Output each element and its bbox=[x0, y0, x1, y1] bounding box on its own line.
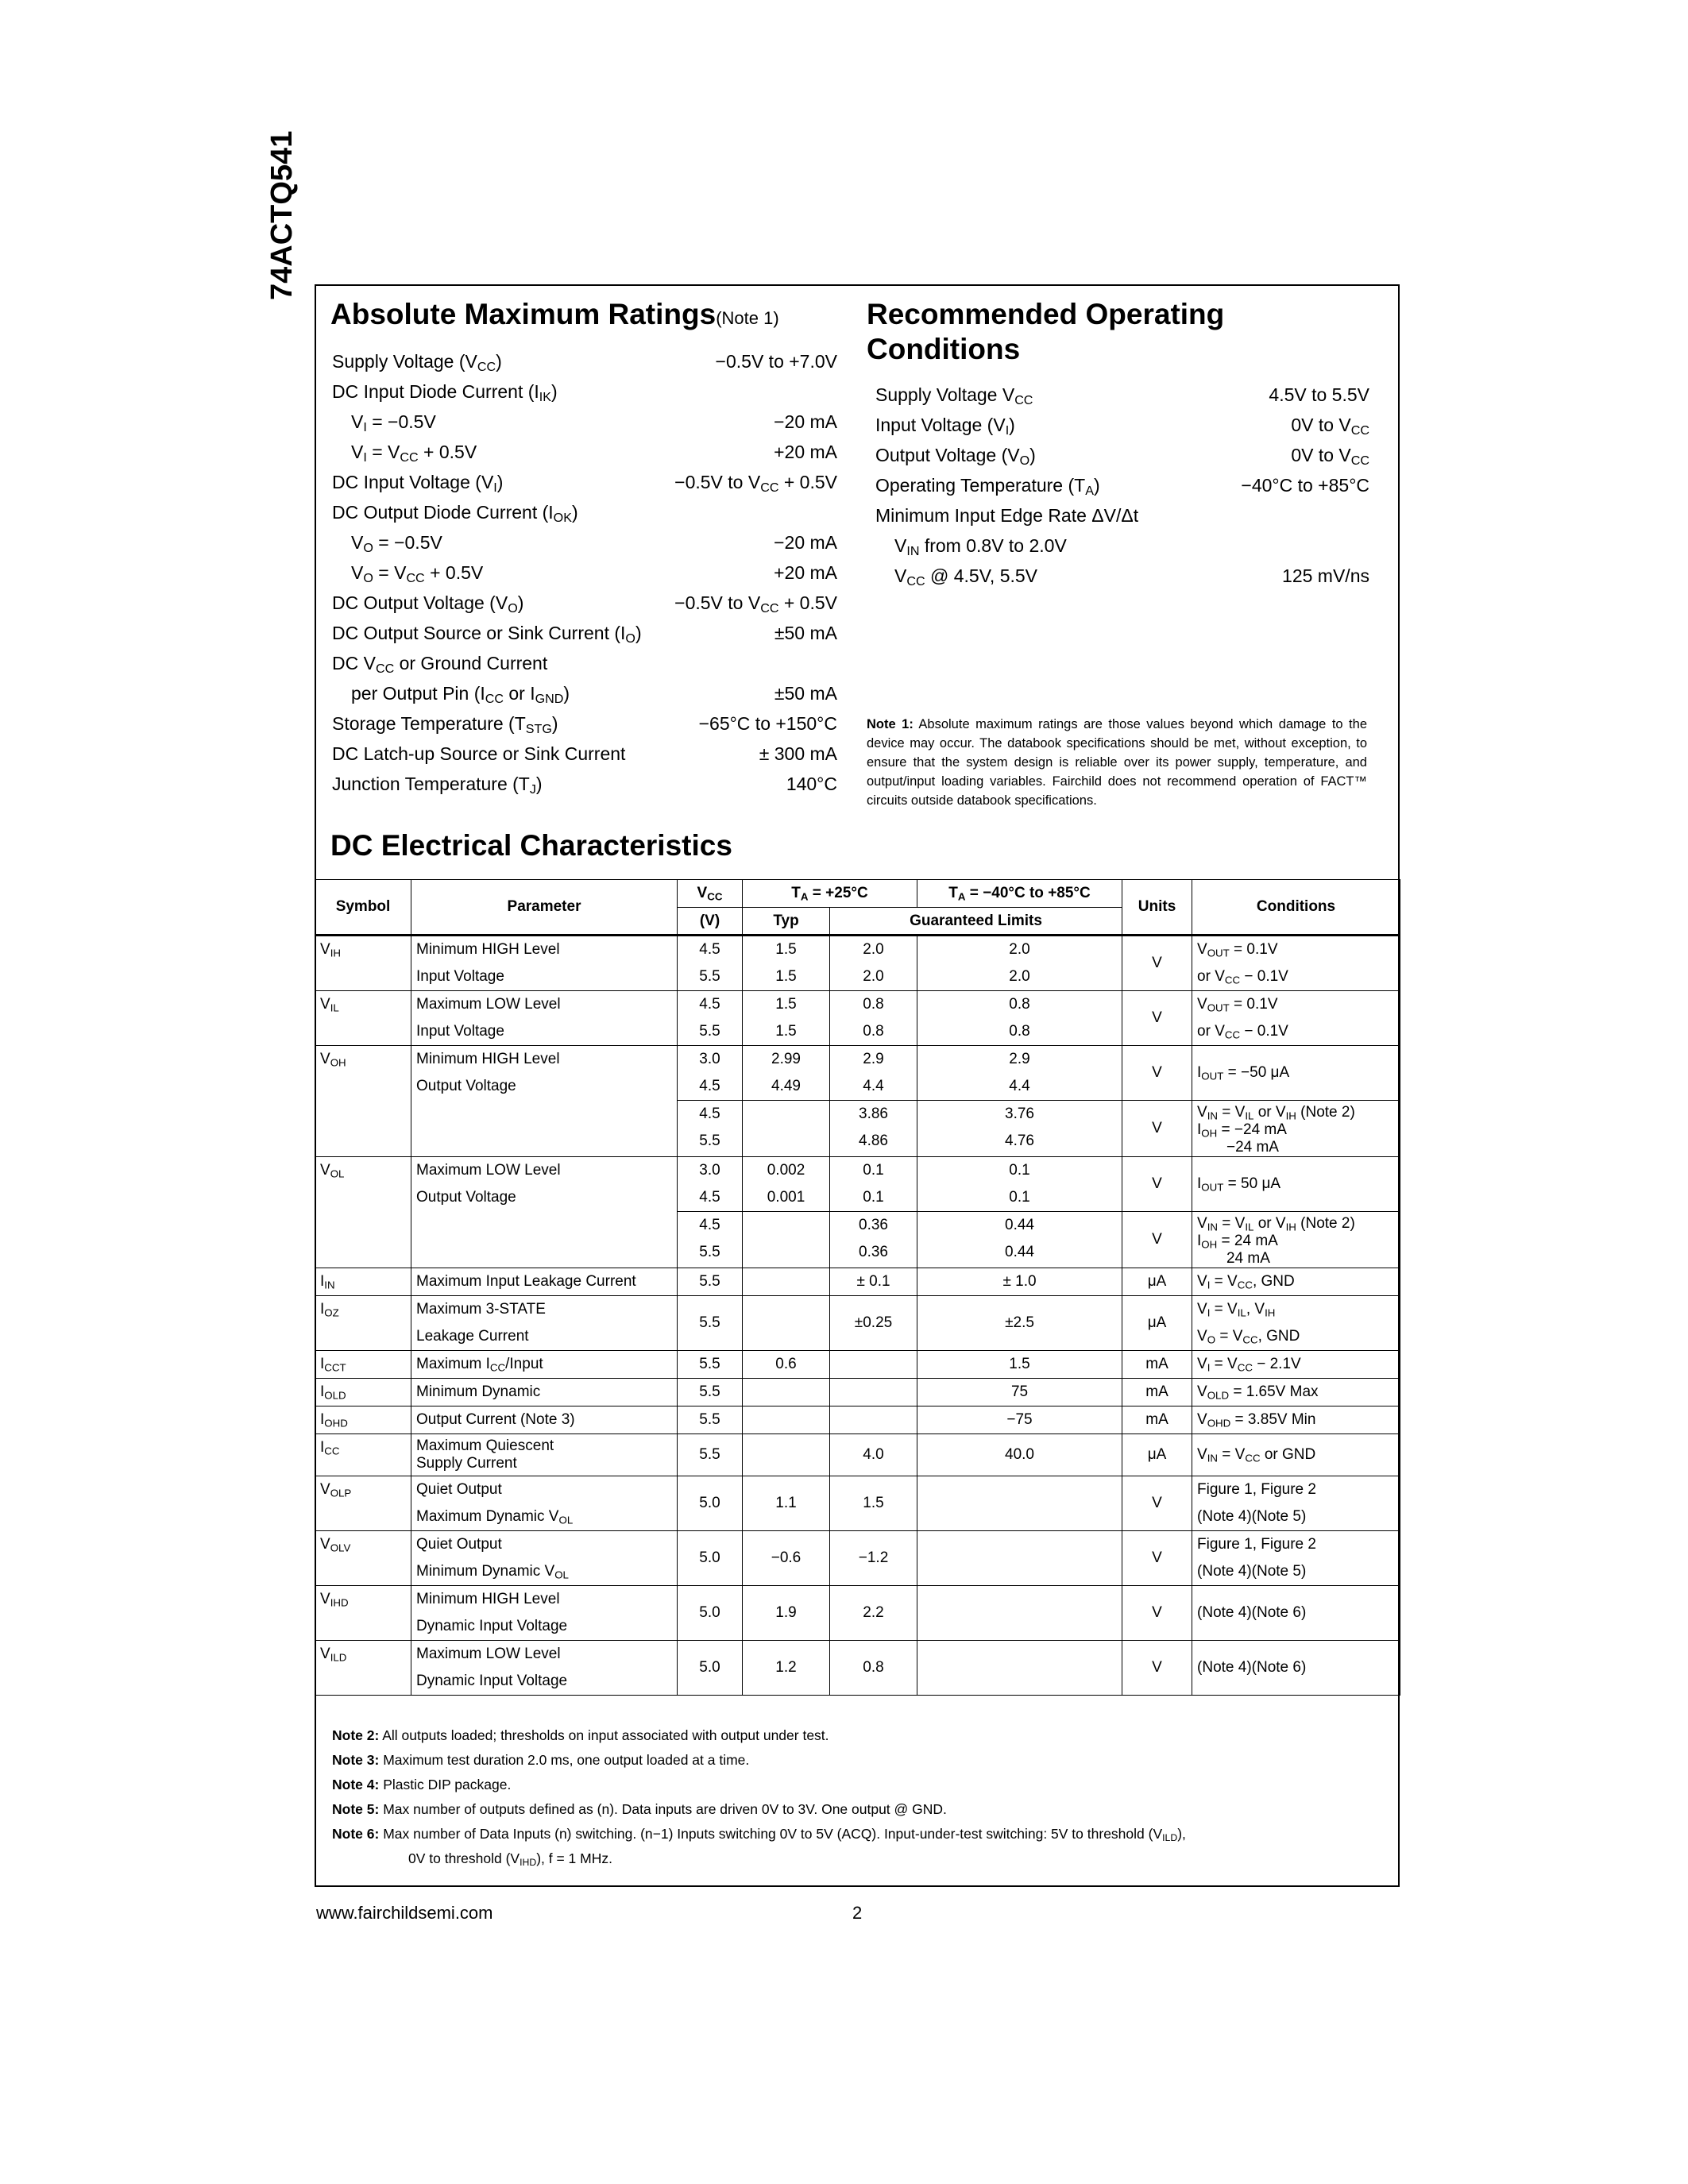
note-5: Note 5: Max number of outputs defined as (n). Data inputs are driven 0V to 3V. One output @ GND. bbox=[332, 1801, 947, 1817]
note-3: Note 3: Maximum test duration 2.0 ms, one output loaded at a time. bbox=[332, 1752, 750, 1768]
footer-url[interactable]: www.fairchildsemi.com bbox=[316, 1903, 493, 1923]
note-6: Note 6: Max number of Data Inputs (n) switching. (n−1) Inputs switching 0V to 5V (ACQ). Input-under-test switching: 5V to threshold $(V_{ILD})$, bbox=[332, 1826, 1186, 1844]
roc-list: Supply Voltage $V_{CC}$ 4.5V to 5.5V Input Voltage $(V_I)$ 0V to $V_{CC}$ Output Voltage $(V_O)$ 0V to $V_{CC}$ Operating Temperature $(T_A)$ −40°C to +85°C Minimum Input Edge Rate ΔV/Δt $V_{IN}$ from 0.8V to 2.0V $V_{CC}$ @ 4.5V, 5.5V 125 mV/ns bbox=[875, 384, 1369, 589]
notes-list: Note 2: All outputs loaded; thresholds on input associated with output under test. Note 3: Maximum test duration 2.0 ms, one output loaded at a time. Note 4: Plastic DIP package. Note 5: Max number of outputs defined as (n). Data inputs are driven 0V to 3V. One output @ GND. Note 6: Max number of Data Inputs (n) switching. (n−1) Inputs switching 0V to 5V (ACQ). Input-under-test switching: 5V to threshold $(V_{ILD})$, 0V to threshold $(V_{IHD})$, f = 1 MHz. bbox=[332, 1723, 1186, 1871]
note-4: Note 4: Plastic DIP package. bbox=[332, 1777, 512, 1792]
note-1: Note 1: Absolute maximum ratings are those values beyond which damage to the device may occur. The databook specifications should be met, without exception, to ensure that the system design is reliable over its power supply, temperature, and output/input loading variables. Fairchild does not recommend operation of FACT™ circuits outside databook specifications. bbox=[867, 717, 1367, 808]
page-number: 2 bbox=[852, 1903, 863, 1923]
roc-title: Recommended Operating Conditions bbox=[867, 298, 1225, 365]
note-2: Note 2: All outputs loaded; thresholds on input associated with output under test. bbox=[332, 1727, 829, 1743]
dc-title: DC Electrical Characteristics bbox=[330, 829, 732, 862]
amr-list: Supply Voltage $(V_{CC})$ −0.5V to +7.0V DC Input Diode Current $(I_{IK})$ $V_I = -0.5V$ −20 mA $V_I = V_{CC} + 0.5V$ +20 mA DC Input Voltage $(V_I)$ −0.5V to $V_{CC} + 0.5V$ DC Output Diode Current $(I_{OK})$ $V_O = -0.5V$ −20 mA $V_O = V_{CC} + 0.5V$ +20 mA DC Output Voltage $(V_O)$ −0.5V to $V_{CC} + 0.5V$ DC Output Source or Sink Current $(I_O)$ ±50 mA DC $V_{CC}$ or Ground Current per Output Pin ($I_{CC}$ or $I_{GND}$) ±50 mA Storage Temperature $(T_{STG})$ −65°C to +150°C DC Latch-up Source or Sink Current ± 300 mA Junction Temperature $(T_J)$ 140°C bbox=[332, 351, 837, 797]
dc-characteristics-table: Symbol Parameter $V_{CC}$ $T_A = +25^\circ C$ $T_A = -40^\circ C$ to +85°C Units Conditions (V) Typ Guaranteed Limits $V_{IH}$ Minimum HIGH Level Input Voltage 4.5 5.5 1.5 1.5 2.0 2.0 2.0 2.0 V $V_{OUT} = 0.1V$ or $V_{CC} - 0.1V$ $V_{IL}$ Maximum LOW Level Input Voltage 4.5 5.5 1.5 1.5 0.8 0.8 0.8 0.8 V $V_{OUT} = 0.1V$ or $V_{CC} - 0.1V$ $V_{OH}$ Minimum HIGH Level Output Voltage 3.0 4.5 2.99 4.49 2.9 4.4 2.9 4.4 V $I_{OUT} = -50$ μA 4.5 5.5 3.86 4.86 3.76 4.76 V $V_{IN} = V_{IL}$ or $V_{IH}$ (Note 2) $I_{OH} = -24$ mA −24 mA $V_{OL}$ Maximum LOW Level Output Voltage 3.0 4.5 0.002 0.001 0.1 0.1 0.1 0.1 V $I_{OUT} = 50$ μA 4.5 5.5 0.36 0.36 0.44 0.44 V $V_{IN} = V_{IL}$ or $V_{IH}$ (Note 2) $I_{OH} = 24$ mA 24 mA $I_{IN}$ Maximum Input Leakage Current 5.5 ± 0.1 ± 1.0 μA $V_I = V_{CC}$, GND $I_{OZ}$ Maximum 3-STATE Leakage Current 5.5 ±0.25 ±2.5 μA $V_I = V_{IL}$, $V_{IH}$ $V_O = V_{CC}$, GND $I_{CCT}$ Maximum $I_{CC}$/Input 5.5 0.6 1.5 mA $V_I = V_{CC} - 2.1V$ $I_{OLD}$ Minimum Dynamic 5.5 75 mA $V_{OLD} = 1.65V$ Max $I_{OHD}$ Output Current (Note 3) 5.5 −75 mA $V_{OHD} = 3.85V$ Min $I_{CC}$ Maximum Quiescent Supply Current 5.5 4.0 40.0 μA $V_{IN} = V_{CC}$ or GND $V_{OLP}$ Quiet Output Maximum Dynamic $V_{OL}$ 5.0 1.1 1.5 V Figure 1, Figure 2 (Note 4)(Note 5) $V_{OLV}$ Quiet Output Minimum Dynamic $V_{OL}$ 5.0 −0.6 −1.2 V Figure 1, Figure 2 (Note 4)(Note 5) $V_{IHD}$ Minimum HIGH Level Dynamic Input Voltage 5.0 1.9 2.2 V (Note 4)(Note 6) $V_{ILD}$ Maximum LOW Level Dynamic Input Voltage 5.0 1.2 0.8 V (Note 4)(Note 6) bbox=[315, 879, 1400, 1696]
amr-title: Absolute Maximum Ratings(Note 1) bbox=[330, 298, 779, 330]
